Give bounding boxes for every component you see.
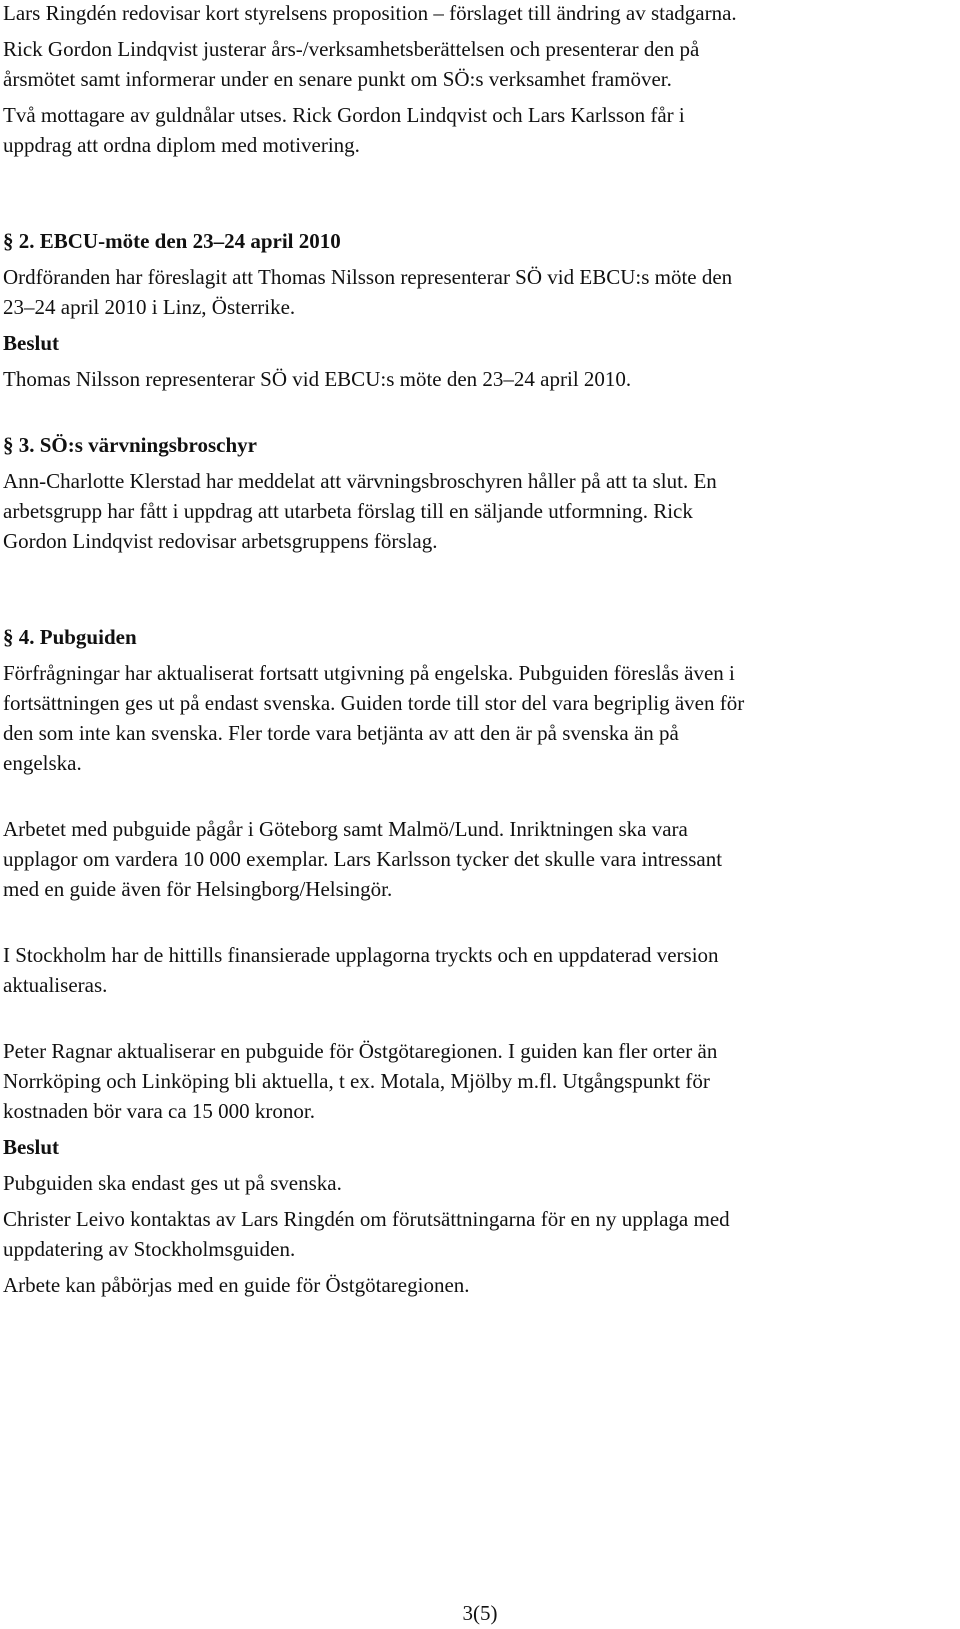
section-3-paragraph: Ann-Charlotte Klerstad har meddelat att värvningsbroschyren håller på att ta slut. En arbetsgrupp har fått i uppdrag att utarbeta förslag till en säljande utformning. Rick Gordon Lindqvist redovisar arbetsgruppens förslag.: [3, 469, 717, 553]
intro-paragraph-3: Två mottagare av guldnålar utses. Rick Gordon Lindqvist och Lars Karlsson får i uppdrag att ordna diplom med motivering.: [3, 103, 685, 157]
section-4-paragraph-3: I Stockholm har de hittills finansierade upplagorna tryckts och en uppdaterad version aktualiseras.: [3, 943, 719, 997]
section-4-beslut-label: Beslut: [3, 1135, 60, 1159]
section-4-beslut-text: Pubguiden ska endast ges ut på svenska.: [3, 1171, 342, 1195]
section-2-beslut-label: Beslut: [3, 331, 60, 355]
section-4-paragraph-6: Arbete kan påbörjas med en guide för Östgötaregionen.: [3, 1273, 470, 1297]
page-number: 3(5): [462, 1601, 498, 1625]
intro-paragraph-1: Lars Ringdén redovisar kort styrelsens proposition – förslaget till ändring av stadgarna.: [3, 1, 737, 25]
section-2-heading: § 2. EBCU-möte den 23–24 april 2010: [3, 229, 341, 253]
document-body: [3, 0, 958, 1300]
section-4-paragraph-1: Förfrågningar har aktualiserat fortsatt utgivning på engelska. Pubguiden föreslås även i fortsättningen ges ut på endast svenska. Guiden torde till stor del vara begriplig även för den som inte kan svenska. Fler torde vara betjänta av att den är på svenska än på engelska.: [3, 661, 745, 775]
section-4-paragraph-2: Arbetet med pubguide pågår i Göteborg samt Malmö/Lund. Inriktningen ska vara upplagor om vardera 10 000 exemplar. Lars Karlsson tycker det skulle vara intressant med en guide även för Helsingborg/Helsingör.: [3, 817, 723, 901]
section-2-paragraph: Ordföranden har föreslagit att Thomas Nilsson representerar SÖ vid EBCU:s möte den 23–24 april 2010 i Linz, Österrike.: [3, 265, 733, 319]
section-4-paragraph-4: Peter Ragnar aktualiserar en pubguide för Östgötaregionen. I guiden kan fler orter än Norrköping och Linköping bli aktuella, t ex. Motala, Mjölby m.fl. Utgångspunkt för kostnaden bör vara ca 15 000 kronor.: [3, 1039, 718, 1123]
intro-paragraph-2: Rick Gordon Lindqvist justerar års-/verksamhetsberättelsen och presenterar den på årsmötet samt informerar under en senare punkt om SÖ:s verksamhet framöver.: [3, 37, 700, 91]
section-4-paragraph-5: Christer Leivo kontaktas av Lars Ringdén om förutsättningarna för en ny upplaga med uppdatering av Stockholmsguiden.: [3, 1207, 730, 1261]
section-3-heading: § 3. SÖ:s värvningsbroschyr: [3, 433, 257, 457]
section-4-heading: § 4. Pubguiden: [3, 625, 137, 649]
section-2-beslut-text: Thomas Nilsson representerar SÖ vid EBCU:s möte den 23–24 april 2010.: [3, 367, 632, 391]
